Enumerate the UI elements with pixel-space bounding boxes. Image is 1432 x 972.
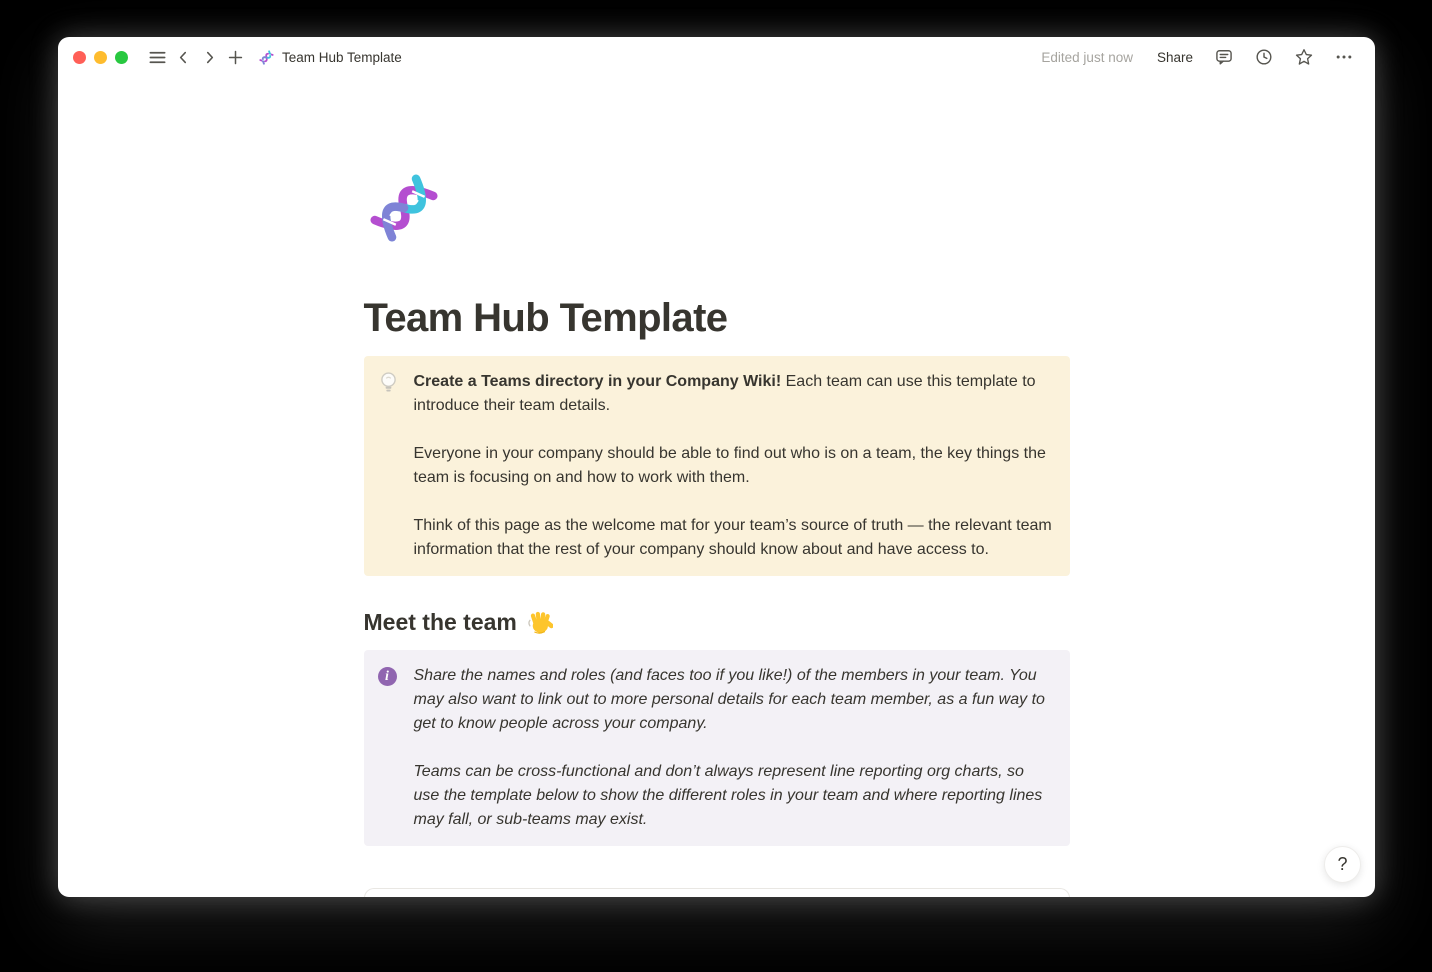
team-table-card-partial [364, 888, 1070, 897]
waving-hand-icon [526, 609, 553, 636]
info-icon: i [378, 664, 404, 832]
comments-button[interactable] [1211, 43, 1237, 71]
minimize-button[interactable] [94, 51, 107, 64]
app-window [58, 37, 1375, 897]
info-paragraph-2: Teams can be cross-functional and don’t always represent line reporting org charts, so use the template below to show the different roles in your team and where reporting lines may fall, or sub-teams may exist. [413, 763, 1043, 828]
chevron-right-icon [201, 49, 218, 66]
titlebar [58, 37, 1375, 77]
chevron-left-icon [175, 49, 192, 66]
lightbulb-icon [378, 370, 404, 562]
page-title[interactable]: Team Hub Template [363, 296, 728, 340]
favorite-button[interactable] [1291, 43, 1317, 71]
section-heading-meet-the-team[interactable]: Meet the team [364, 609, 1070, 636]
info-callout-text [414, 664, 1054, 832]
tip-paragraph-3: Think of this page as the welcome mat for your team’s source of truth — the relevant team information that the rest of your company should know about and have access to. [413, 517, 1052, 558]
updates-button[interactable] [1251, 43, 1277, 71]
info-paragraph-1: Share the names and roles (and faces too if you like!) of the members in your team. You may also want to link out to more personal details for each team member, as a fun way to get to know people across your company. [413, 667, 1045, 732]
forward-button[interactable] [196, 43, 222, 71]
plus-icon [226, 48, 245, 67]
clock-icon [1254, 47, 1274, 67]
hamburger-icon [148, 48, 167, 67]
titlebar-actions [1041, 43, 1357, 71]
more-button[interactable] [1331, 43, 1357, 71]
info-callout [364, 650, 1070, 846]
tip-callout-text [414, 370, 1054, 562]
close-button[interactable] [73, 51, 86, 64]
share-button[interactable]: Share [1153, 50, 1197, 65]
ellipsis-icon [1334, 47, 1354, 67]
tip-callout [364, 356, 1070, 576]
page-dna-icon[interactable] [364, 168, 444, 248]
sidebar-menu-button[interactable] [144, 43, 170, 71]
current-page-tab[interactable] [258, 49, 402, 66]
page-content [58, 77, 1375, 897]
star-icon [1294, 47, 1314, 67]
new-tab-button[interactable] [222, 43, 248, 71]
comment-icon [1214, 47, 1234, 67]
help-button[interactable]: ? [1324, 846, 1361, 883]
tip-paragraph-1: Create a Teams directory in your Company Wiki! Each team can use this template to introduce their team details. [413, 373, 1036, 414]
zoom-button[interactable] [115, 51, 128, 64]
edited-status: Edited just now [1041, 49, 1133, 65]
tab-title: Team Hub Template [282, 49, 402, 65]
dna-icon [258, 49, 275, 66]
back-button[interactable] [170, 43, 196, 71]
traffic-lights [73, 51, 128, 64]
tip-paragraph-2: Everyone in your company should be able to find out who is on a team, the key things the team is focusing on and how to work with them. [413, 445, 1046, 486]
